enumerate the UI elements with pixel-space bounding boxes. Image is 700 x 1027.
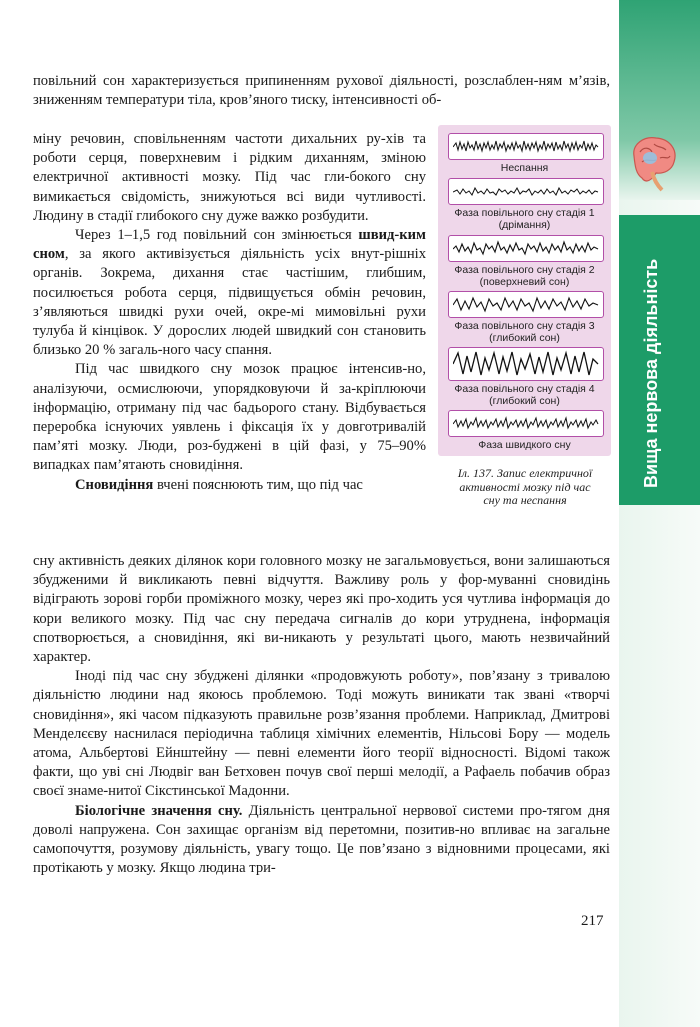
paragraph-1a — [33, 72, 610, 110]
eeg-label-rem: Фаза швидкого сну — [478, 439, 571, 451]
term-biological-meaning: Біологічне значення сну. — [75, 802, 243, 819]
eeg-trace — [453, 136, 599, 157]
eeg-label-stage3: Фаза повільного сну стадія 3 (глибокий сон) — [454, 320, 595, 344]
eeg-trace — [453, 294, 599, 315]
term-dreams: Сновидіння — [75, 476, 154, 493]
eeg-trace — [453, 238, 599, 259]
paragraph-2-post: , за якого активізується діяльність усіх внут-рішніх органів. Зокрема, дихання стає частішим, глибшим, посилюється робота серця, підвищується обмін речовин, з’являються швидкі рухи очей, окре-мі мимовільні рухи тулуба й кінцівок. У дорослих людей швидкий сон становить близько 20 % загаль-ного часу спання. — [33, 246, 426, 359]
eeg-trace — [453, 413, 599, 434]
paragraph-2 — [33, 226, 426, 360]
eeg-trace — [453, 350, 599, 378]
eeg-strip-wake — [448, 133, 604, 160]
paragraph-4b: сну активність деяких ділянок кори головного мозку не загальмовується, вони залишаються збудженими й викликають певні відчуття. Важливу роль у фор-муванні сновидінь відіграють зорові горби проміжного мозку, через які про-ходить уся чутлива інформація до кори великого мозку. Під час сну передача сигналів до кори утруднена, інформація спотворюється, а сновидіння, які ви-никають у результаті цього, мають незвичайний характер. — [33, 553, 610, 666]
eeg-strip-rem — [448, 410, 604, 437]
paragraph-6 — [33, 802, 610, 879]
eeg-strip-stage2 — [448, 235, 604, 262]
full-column — [33, 552, 610, 878]
paragraph-4a — [33, 476, 426, 495]
term-rem-sleep: швид-ким сном — [33, 227, 426, 263]
eeg-trace — [453, 181, 599, 202]
eeg-strip-stage1 — [448, 178, 604, 205]
figure-caption: Іл. 137. Запис електричної активності мозку під час сну та неспання — [457, 466, 593, 507]
section-title: Вища нервова діяльність — [641, 258, 661, 488]
eeg-label-stage2: Фаза повільного сну стадія 2 (поверхневий сон) — [454, 264, 595, 288]
eeg-strip-stage4 — [448, 347, 604, 381]
eeg-label-wake: Неспання — [500, 162, 549, 174]
eeg-figure — [438, 125, 611, 456]
paragraph-4a-text: вчені пояснюють тим, що під час — [153, 476, 363, 493]
narrow-column — [33, 130, 426, 495]
paragraph-3: Під час швидкого сну мозок працює інтенсив-но, аналізуючи, осмислюючи, упорядковуючи й за-кріплюючи інформацію, отриману під час бадьорого стану. Відбувається переробка існуючих уявлень і фіксація їх у довготривалій пам’яті мозку. Люди, роз-буджені в цій фазі, у 75–90% випадках пам’ятають сновидіння. — [33, 361, 426, 474]
eeg-strip-stage3 — [448, 291, 604, 318]
paragraph-1b: міну речовин, сповільненням частоти дихальних ру-хів та роботи серця, поверхневим і рідким диханням, зміною електричної активності мозку. Під час гли-бокого сну вимикається свідомість, знижуються всі види чутливості. Людину в стадії глибокого сну дуже важко розбудити. — [33, 131, 426, 224]
paragraph-5: Іноді під час сну збуджені ділянки «продовжують роботу», пов’язану з тривалою діяльністю людини над якоюсь проблемою. Тоді можуть виникати так звані «творчі сновидіння», які часом підказують правильне розв’язання проблеми. Наприклад, Дмитрові Менделєєву наснилася періодична таблиця хімічних елементів, Нільсові Бору — модель атома, Альбертові Ейнштейну — певні елементи його теорії відносності. Відомі також факти, що уві сні Людвіг ван Бетховен почув свої перші мелодії, а Рафаель побачив образ своєї знаме-нитої Сікстинської Мадонни. — [33, 668, 610, 800]
paragraph-text: повільний сон характеризується припиненням рухової діяльності, розслаблен-ням м’язів, зниженням температури тіла, кров’яного тиску, інтенсивності об- — [33, 73, 610, 109]
paragraph-6-text: Діяльність центральної нервової системи про-тягом дня доволі напружена. Сон захищає організм від перетомни, позитив-но впливає на загальне самопочуття, розумову діяльність, увагу тощо. Це пов’язано з відновними процесами, які протікають у мозку. Якщо людина три- — [33, 802, 610, 877]
paragraph-2-pre: Через 1–1,5 год повільний сон змінюється — [75, 227, 359, 244]
eeg-label-stage4: Фаза повільного сну стадія 4 (глибокий сон) — [454, 383, 595, 407]
page-number: 217 — [581, 913, 604, 929]
eeg-label-stage1: Фаза повільного сну стадія 1 (дрімання) — [454, 207, 595, 231]
brain-icon — [628, 132, 680, 192]
